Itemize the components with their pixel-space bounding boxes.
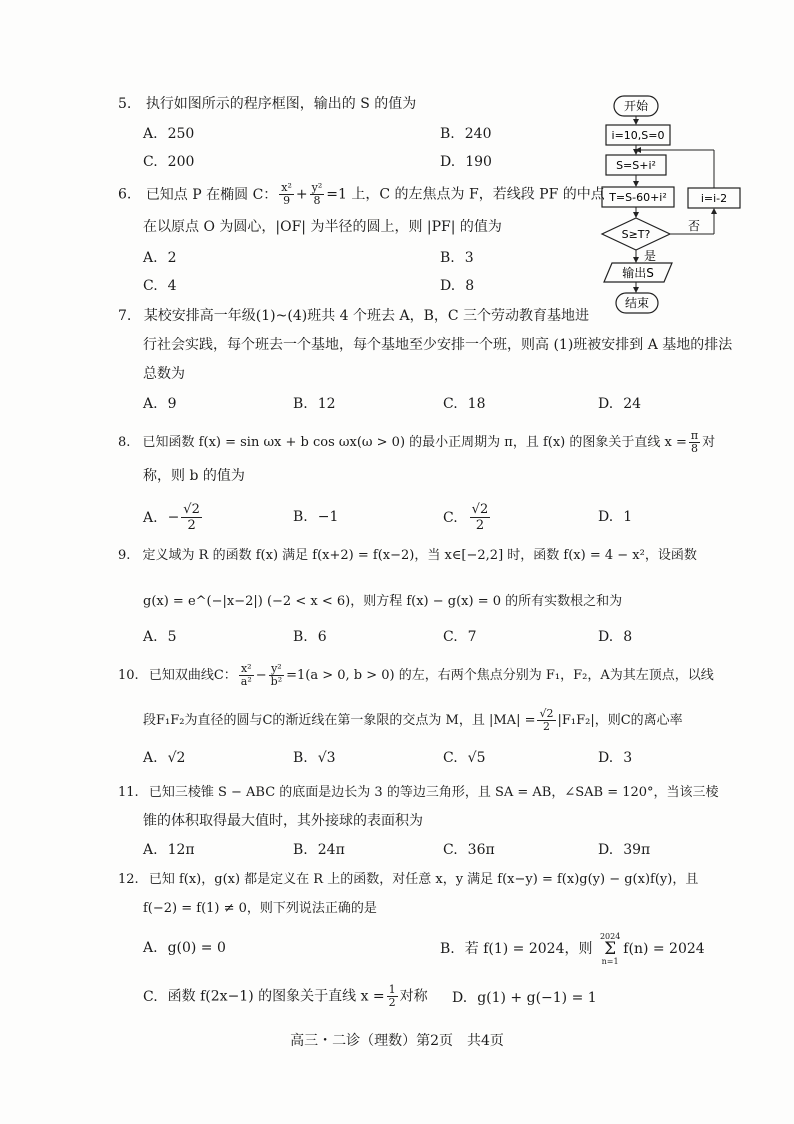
q11-line-2: 锥的体积取得最大值时，其外接球的表面积为: [143, 813, 423, 829]
question-12: 12. 已知 f(x)，g(x) 都是定义在 R 上的函数，对任意 x，y 满足 f(x−y) = f(x)g(y) − g(x)f(y)，且: [118, 872, 699, 887]
question-number: 5.: [118, 96, 132, 112]
q10-option-c: C. √5: [443, 750, 486, 766]
q6-option-c: C. 4: [143, 278, 177, 294]
q7-option-a: A. 9: [143, 396, 177, 412]
q8-option-d: D. 1: [598, 509, 633, 525]
question-6: 6. 已知点 P 在椭圆 C： $\frac{\text{x²}}{9}$ + $\frac{\text{y²}}{8}$ =1 上，C 的左焦点为 F，若线段 PF 的中点: [118, 181, 605, 207]
question-9: 9. 定义域为 R 的函数 f(x) 满足 f(x+2) = f(x−2)，当 x∈[−2,2] 时，函数 f(x) = 4 − x²，设函数: [118, 548, 697, 563]
q6-frac-y: $\frac{\text{y²}}{8}$: [311, 181, 323, 207]
q12-option-d: D. g(1) + g(−1) = 1: [452, 990, 597, 1006]
q7-line-1: 某校安排高一年级(1)~(4)班共 4 个班去 A，B，C 三个劳动教育基地进: [143, 308, 590, 324]
q5-option-b: B. 240: [440, 126, 492, 142]
q12-option-a: A. g(0) = 0: [143, 940, 226, 956]
q10-frac-x: $\frac{\text{x²}}{\text{a²}}$: [240, 662, 252, 688]
q10-line-2: 段F₁F₂为直径的圆与C的渐近线在第一象限的交点为 M，且 |MA| = $\frac{√2}{2}$ |F₁F₂|，则C的离心率: [143, 707, 683, 733]
q7-option-c: C. 18: [443, 396, 486, 412]
q12-line-2: f(−2) = f(1) ≠ 0，则下列说法正确的是: [143, 901, 377, 916]
q9-option-c: C. 7: [443, 629, 477, 645]
q11-option-c: C. 36π: [443, 842, 495, 858]
q11-option-b: B. 24π: [293, 842, 345, 858]
flow-dec: i=i-2: [700, 192, 728, 205]
q5-option-c: C. 200: [143, 154, 195, 170]
flow-step2: T=S-60+i²: [609, 191, 667, 204]
question-11: 11. 已知三棱锥 S − ABC 的底面是边长为 3 的等边三角形，且 SA = AB，∠SAB = 120°，当该三棱: [118, 785, 719, 800]
q10-option-d: D. 3: [598, 750, 633, 766]
q6-line-2: 在以原点 O 为圆心，|OF| 为半径的圆上，则 |PF| 的值为: [143, 219, 502, 235]
q9-option-b: B. 6: [293, 629, 327, 645]
flow-init: i=10,S=0: [611, 129, 665, 142]
question-5: [118, 94, 416, 114]
q5-option-d: D. 190: [440, 154, 492, 170]
q11-option-a: A. 12π: [143, 842, 195, 858]
q9-option-a: A. 5: [143, 629, 177, 645]
q8-option-c: C. $\frac{√2}{2}$: [443, 502, 489, 533]
q12-option-c: C. 函数 f(2x−1) 的图象关于直线 x = $\frac{1}{2}$ 对称: [143, 983, 428, 1009]
q5-option-a: A. 250: [143, 126, 195, 142]
q8-frac: $\frac{\pi}{8}$: [690, 429, 699, 455]
q6-frac-x: $\frac{\text{x²}}{9}$: [281, 181, 292, 207]
q10-text-a: 已知双曲线C：: [148, 668, 237, 683]
q7-option-b: B. 12: [293, 396, 336, 412]
q10-option-b: B. √3: [293, 750, 336, 766]
flowchart: [596, 92, 756, 322]
flow-no-label: 否: [688, 219, 701, 233]
q8-option-b: B. −1: [293, 509, 339, 525]
q6-option-a: A. 2: [143, 250, 177, 266]
question-10: 10. 已知双曲线C： $\frac{\text{x²}}{\text{a²}}$ − $\frac{\text{y²}}{\text{b²}}$ =1(a > 0, b > 0) 的左，右两个焦点分别为 F₁，F₂，A为其左顶点，以线: [118, 662, 714, 688]
q10-frac-y: $\frac{\text{y²}}{\text{b²}}$: [270, 662, 283, 688]
q10-option-a: A. √2: [143, 750, 186, 766]
flow-decision: S≥T?: [621, 228, 651, 241]
flow-step1: S=S+i²: [616, 159, 656, 172]
flow-yes-label: 是: [644, 249, 657, 263]
q6-option-b: B. 3: [440, 250, 474, 266]
sum-symbol: 2024 Σ n=1: [599, 932, 621, 966]
q7-line-2: 行社会实践，每个班去一个基地，每个基地至少安排一个班，则高 (1)班被安排到 A 基地的排法: [143, 337, 733, 353]
question-8: 8. 已知函数 f(x) = sin ωx + b cos ωx(ω > 0) 的最小正周期为 π，且 f(x) 的图象关于直线 x = $\frac{\pi}{8}$ 对: [118, 429, 716, 455]
flow-start: 开始: [623, 99, 649, 113]
q10-text-b: =1(a > 0, b > 0) 的左，右两个焦点分别为 F₁，F₂，A为其左顶点，以线: [286, 668, 714, 683]
q12-option-b: B. 若 f(1) = 2024，则 2024 Σ n=1 f(n) = 2024: [440, 932, 705, 966]
q11-option-d: D. 39π: [598, 842, 651, 858]
q12-line-1: 已知 f(x)，g(x) 都是定义在 R 上的函数，对任意 x，y 满足 f(x−y) = f(x)g(y) − g(x)f(y)，且: [148, 872, 699, 887]
q9-option-d: D. 8: [598, 629, 633, 645]
flow-output: 输出S: [622, 266, 654, 280]
q6-text-b: =1 上，C 的左焦点为 F，若线段 PF 的中点: [326, 186, 605, 203]
q8-text-a: 已知函数 f(x) = sin ωx + b cos ωx(ω > 0) 的最小正周期为 π，且 f(x) 的图象关于直线 x =: [142, 435, 687, 450]
question-7: 7. 某校安排高一年级(1)~(4)班共 4 个班去 A，B，C 三个劳动教育基地进: [118, 308, 590, 324]
question-text: 执行如图所示的程序框图，输出的 S 的值为: [145, 96, 417, 112]
q9-line-2: g(x) = e^(−|x−2|) (−2 < x < 6)，则方程 f(x) − g(x) = 0 的所有实数根之和为: [143, 594, 623, 609]
q9-line-1: 定义域为 R 的函数 f(x) 满足 f(x+2) = f(x−2)，当 x∈[−2,2] 时，函数 f(x) = 4 − x²，设函数: [142, 548, 697, 563]
q8-line-2: 称，则 b 的值为: [143, 468, 245, 484]
q8-option-a: A. − $\frac{√2}{2}$: [143, 502, 200, 533]
page-footer: 高三・二诊（理数）第2页 共4页: [290, 1033, 504, 1049]
q11-line-1: 已知三棱锥 S − ABC 的底面是边长为 3 的等边三角形，且 SA = AB，∠SAB = 120°，当该三棱: [148, 785, 719, 800]
q7-option-d: D. 24: [598, 396, 642, 412]
q6-option-d: D. 8: [440, 278, 475, 294]
flow-end: 结束: [624, 296, 650, 310]
q6-text-a: 已知点 P 在椭圆 C：: [145, 186, 278, 203]
q7-line-3: 总数为: [143, 366, 185, 382]
